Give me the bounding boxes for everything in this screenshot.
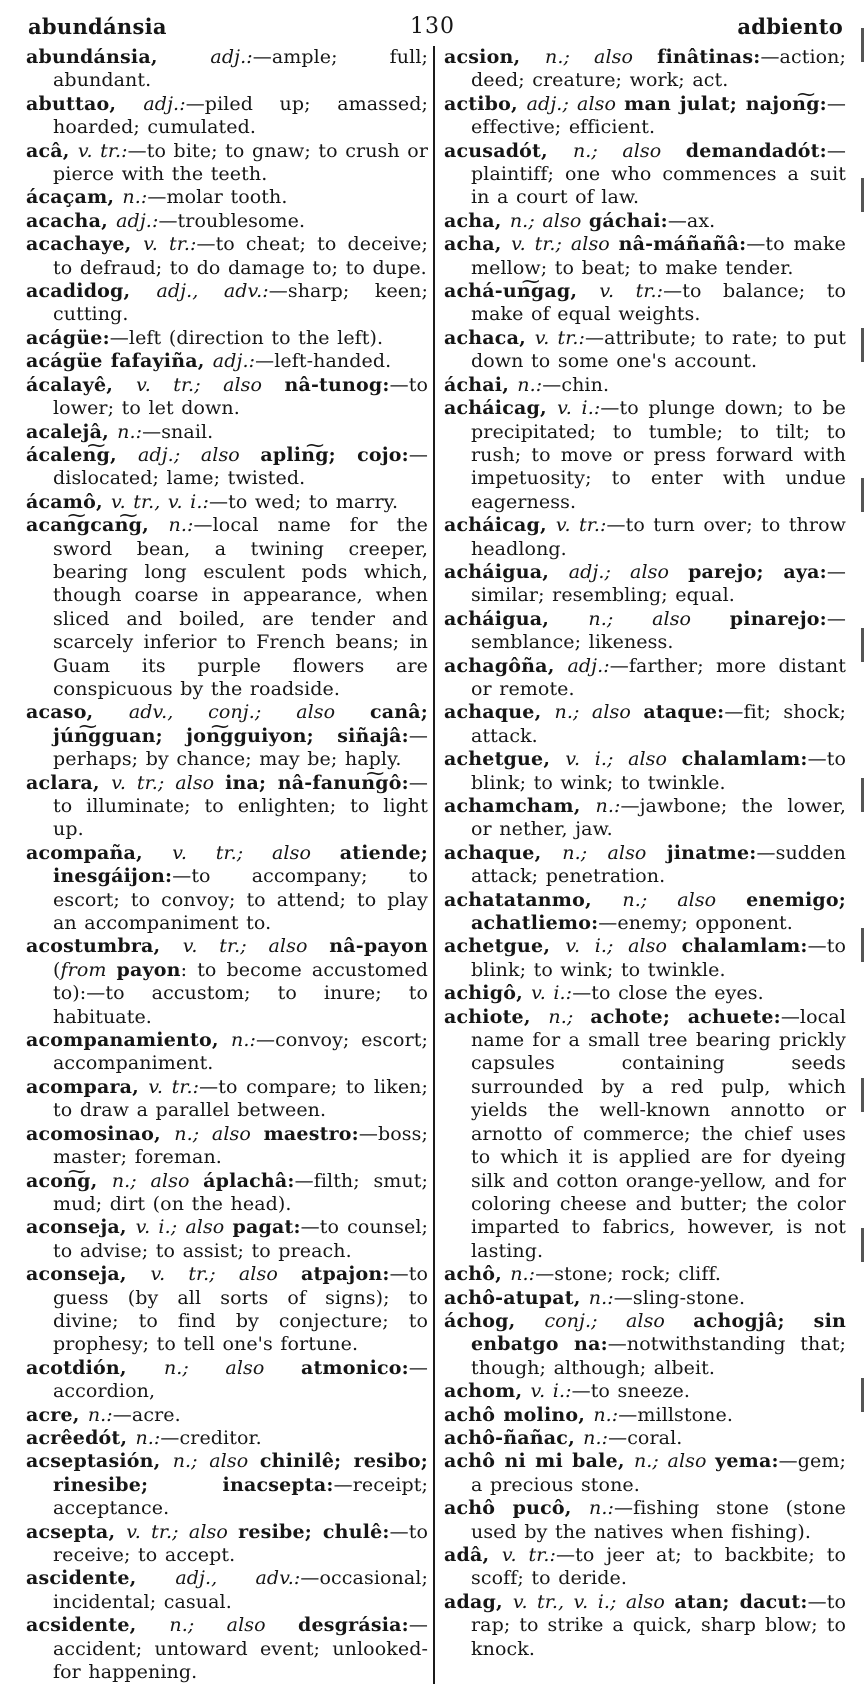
- dictionary-entry: achô molino, n.:—millstone.: [444, 1403, 733, 1426]
- dictionary-entry: acha, n.; also gáchai:—ax.: [444, 209, 716, 232]
- dictionary-entry: acan͠gcan͠g, n.:—local name for the sword bean, a twining creeper, bearing long esculent pods which, though coarse in appearance, when sliced and boiled, are tender and scarcely inferior to French beans; in Guam its purple flowers are conspicuous by the roadside.: [26, 514, 428, 700]
- dictionary-entry: adag, v. tr., v. i.; also atan; dacut:—to rap; to strike a quick, sharp blow; to knock.: [444, 1590, 846, 1660]
- dictionary-entry: ácalen͠g, adj.; also aplin͠g; cojo:—dislocated; lame; twisted.: [26, 443, 428, 490]
- dictionary-entry: acágüe:—left (direction to the left).: [26, 326, 384, 349]
- page-number: 130: [410, 14, 455, 39]
- dictionary-entry: acsepta, v. tr.; also resibe; chulê:—to receive; to accept.: [26, 1520, 429, 1566]
- dictionary-entry: ácamô, v. tr., v. i.:—to wed; to marry.: [26, 490, 399, 513]
- dictionary-entry: acrêedót, n.:—creditor.: [26, 1426, 262, 1449]
- dictionary-entry: acre, n.:—acre.: [26, 1403, 181, 1426]
- dictionary-entry: áchai, n.:—chin.: [444, 373, 610, 396]
- dictionary-entry: acomosinao, n.; also maestro:—boss; master; foreman.: [26, 1122, 428, 1169]
- dictionary-entry: achatatanmo, n.; also enemigo; achatliemo:—enemy; opponent.: [444, 888, 846, 935]
- page-body: [0, 40, 865, 1684]
- dictionary-entry: acâ, v. tr.:—to bite; to gnaw; to crush or pierce with the teeth.: [26, 139, 429, 186]
- dictionary-entry: ácalayê, v. tr.; also nâ-tunog:—to lower; to let down.: [26, 373, 428, 420]
- dictionary-entry: acotdión, n.; also atmonico:—accordion,: [26, 1356, 428, 1403]
- dictionary-entry: aclara, v. tr.; also ina; nâ-fanun͠gô:—to illuminate; to enlighten; to light up.: [26, 771, 428, 841]
- dictionary-entry: achô ni mi bale, n.; also yema:—gem; a precious stone.: [444, 1450, 846, 1496]
- running-head: [0, 0, 865, 40]
- page-edge-artifact: [861, 28, 864, 1438]
- dictionary-entry: achô-ñañac, n.:—coral.: [444, 1426, 683, 1449]
- dictionary-entry: achiote, n.; achote; achuete:—local name for a small tree bearing prickly capsules containing seeds surrounded by a red pulp, which yields the well-known annotto or arnotto of commerce; the chief uses to which it is applied are for dyeing silk and cotton orange-yellow, and for coloring cheese and butter; the color imparted to fabrics, however, is not lasting.: [444, 1005, 846, 1262]
- dictionary-entry: achô, n.:—stone; rock; cliff.: [444, 1263, 722, 1286]
- dictionary-entry: acompanamiento, n.:—convoy; escort; accompaniment.: [26, 1029, 428, 1075]
- dictionary-entry: acompara, v. tr.:—to compare; to liken; to draw a parallel between.: [26, 1075, 428, 1122]
- dictionary-entry: acháicag, v. tr.:—to turn over; to throw headlong.: [444, 514, 846, 560]
- dictionary-entry: acusadót, n.; also demandadót:—plaintiff; one who commences a suit in a court of law.: [444, 139, 846, 209]
- dictionary-entry: achô pucô, n.:—fishing stone (stone used by the natives when fishing).: [444, 1497, 846, 1543]
- guide-word-left: abundánsia: [28, 14, 167, 39]
- dictionary-entry: achagôña, adj.:—farther; more distant or remote.: [444, 654, 847, 700]
- dictionary-entry: abuttao, adj.:—piled up; amassed; hoarded; cumulated.: [26, 92, 428, 139]
- dictionary-entry: actibo, adj.; also man julat; najon͠g:—effective; efficient.: [444, 92, 847, 139]
- left-column: [26, 46, 428, 1684]
- dictionary-entry: acon͠g, n.; also áplachâ:—filth; smut; mud; dirt (on the head).: [26, 1169, 428, 1215]
- dictionary-entry: acseptasión, n.; also chinilê; resibo; rinesibe; inacsepta:—receipt; acceptance.: [26, 1450, 428, 1520]
- dictionary-entry: ácaçam, n.:—molar tooth.: [26, 186, 288, 209]
- dictionary-entry: acaso, adv., conj.; also canâ; jún͠gguan; jon͠gguiyon; siñajâ:—perhaps; by chance; may be; haply.: [26, 701, 428, 771]
- dictionary-entry: aconseja, v. tr.; also atpajon:—to guess (by all sorts of signs); to divine; to find by conjecture; to prophesy; to tell one's fortune.: [26, 1263, 428, 1356]
- dictionary-entry: achom, v. i.:—to sneeze.: [444, 1380, 690, 1403]
- dictionary-entry: achigô, v. i.:—to close the eyes.: [444, 982, 764, 1005]
- dictionary-entry: áchog, conj.; also achogjâ; sin enbatgo na:—notwithstanding that; though; although; albeit.: [444, 1309, 847, 1379]
- right-column: [444, 46, 846, 1684]
- dictionary-entry: achetgue, v. i.; also chalamlam:—to blink; to wink; to twinkle.: [444, 748, 846, 794]
- dictionary-entry: acháigua, n.; also pinarejo:—semblance; likeness.: [444, 607, 846, 654]
- dictionary-entry: acachaye, v. tr.:—to cheat; to deceive; to defraud; to do damage to; to dupe.: [26, 233, 428, 279]
- guide-word-right: adbiento: [737, 14, 843, 39]
- dictionary-entry: achaca, v. tr.:—attribute; to rate; to put down to some one's account.: [444, 326, 846, 373]
- dictionary-entry: acompaña, v. tr.; also atiende; inesgáijon:—to accompany; to escort; to convoy; to attend; to play an accompaniment to.: [26, 841, 428, 935]
- dictionary-entry: acháicag, v. i.:—to plunge down; to be precipitated; to tumble; to tilt; to rush; to move or press forward with impetuosity; to enter with undue eagerness.: [444, 397, 846, 513]
- dictionary-entry: acalejâ, n.:—snail.: [26, 420, 214, 443]
- dictionary-entry: acacha, adj.:—troublesome.: [26, 209, 306, 232]
- dictionary-entry: achô-atupat, n.:—sling-stone.: [444, 1286, 746, 1309]
- column-divider: [433, 46, 435, 1684]
- dictionary-entry: acháigua, adj.; also parejo; aya:—similar; resembling; equal.: [444, 560, 846, 607]
- dictionary-entry: acadidog, adj., adv.:—sharp; keen; cutting.: [26, 280, 428, 326]
- dictionary-entry: ascidente, adj., adv.:—occasional; incidental; casual.: [26, 1567, 428, 1613]
- dictionary-entry: adâ, v. tr.:—to jeer at; to backbite; to scoff; to deride.: [444, 1544, 846, 1590]
- dictionary-entry: achetgue, v. i.; also chalamlam:—to blink; to wink; to twinkle.: [444, 935, 846, 981]
- dictionary-entry: acágüe fafayiña, adj.:—left-handed.: [26, 350, 392, 373]
- dictionary-entry: acsidente, n.; also desgrásia:—accident; untoward event; unlooked-for happening.: [26, 1614, 428, 1684]
- dictionary-entry: abundánsia, adj.:—ample; full; abundant.: [26, 46, 429, 92]
- dictionary-entry: acsion, n.; also finâtinas:—action; deed; creature; work; act.: [444, 46, 846, 92]
- dictionary-entry: achaque, n.; also jinatme:—sudden attack; penetration.: [444, 841, 846, 888]
- dictionary-entry: aconseja, v. i.; also pagat:—to counsel; to advise; to assist; to preach.: [26, 1216, 428, 1262]
- dictionary-entry: acha, v. tr.; also nâ-máñañâ:—to make mellow; to beat; to make tender.: [444, 233, 846, 279]
- dictionary-entry: achamcham, n.:—jawbone; the lower, or nether, jaw.: [444, 795, 846, 841]
- dictionary-entry: achá-un͠gag, v. tr.:—to balance; to make of equal weights.: [444, 280, 846, 326]
- dictionary-entry: acostumbra, v. tr.; also nâ-payon (from payon: to become accustomed to):—to accustom; to inure; to habituate.: [26, 935, 428, 1028]
- dictionary-entry: achaque, n.; also ataque:—fit; shock; attack.: [444, 701, 846, 747]
